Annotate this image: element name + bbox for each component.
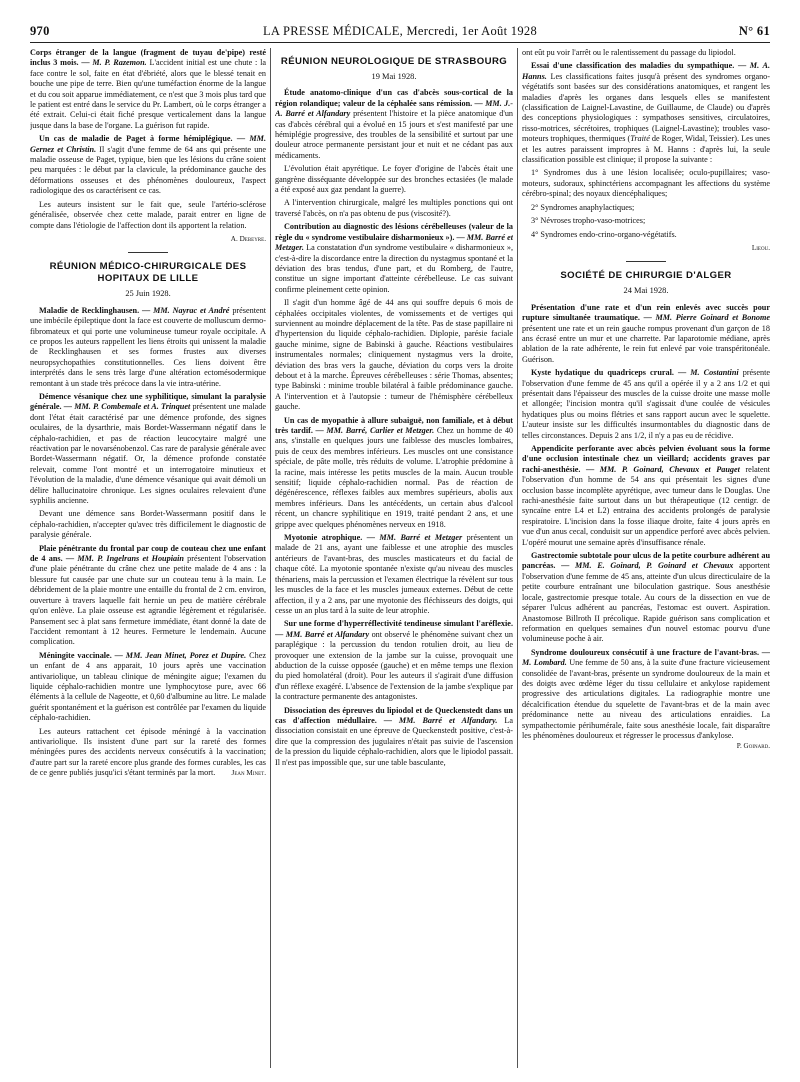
article-paragraph: Méningite vaccinale. — MM. Jean Minet, Porez et Dupire. Chez un enfant de 4 ans apparait, 10 jours après une vaccination antivariolique, un tableau clinique de méningite aigue; l'examen du liquide céphalo-rachidien montre une lymphocytose pure, avec 66 éléments à la cellule de Nageotte, et 0,60 d'albumine au litre. Le malade guérit spontanément et la guérison est contrôlée par l'examen du liquide céphalo-rachidien. [30, 650, 266, 723]
article-paragraph: 4° Syndromes endo-crino-organo-végétatifs. [531, 229, 677, 239]
article-paragraph: A l'intervention chirurgicale, malgré les multiples ponctions qui ont traversé l'abcès, on n'a pas obtenu de pus (viscosité?). [275, 198, 513, 218]
article-paragraph: Contribution au diagnostic des lésions cérébelleuses (valeur de la règle du « syndrome vestibulaire disharmonieux »). — MM. Barré et Metzger. La constatation d'un syndrome vestibulaire « disharmonieux », c'est-à-dire la discordance entre la direction du nystagmus spontané et la déviation des bras tendus, d'une part, et du Romberg, de l'autre, constitue un signe important d'atteinte cérébelleuse. Le cas suivant confirme pleinement cette opinion. [275, 222, 513, 294]
section-heading: RÉUNION MÉDICO-CHIRURGICALE DES HOPITAUX DE LILLE [49, 261, 247, 285]
article-paragraph: Dissociation des épreuves du lipiodol et de Queckenstedt dans un cas d'affection médullaire. — MM. Barré et Alfandary. La dissociation consistait en une épreuve de Queckenstedt positive, c'est-à-dire que la compression des jugulaires n'était pas suivie de l'ascension de la pression du liquide céphalo-rachidien, alors que le lipiodol passait. Il n'est pas impossible que, sur une table basculante, [275, 705, 513, 767]
article-paragraph: Devant une démence sans Bordet-Wassermann positif dans le céphalo-rachidien, n'accepter qu'avec très difficilement le diagnostic de paralysie générale. [30, 509, 266, 540]
page-number: 970 [30, 24, 50, 38]
column-divider [270, 48, 271, 1068]
article-paragraph: Corps étranger de la langue (fragment de tuyau de'pipe) resté inclus 3 mois. — M. P. Razemon. L'accident initial est une chute : la face contre le sol, faite en état d'ébriété, alors que le blessé tenait en bouche une pipe de terre. Bien qu'une tuméfaction énorme de la langue et du cou soit apparue immédiatement, ce n'est que 3 mois plus tard que le patient est entré dans le service du Pr. Lambert, où le corps étranger a été extrait. Celui-ci était fiché presque verticalement dans la langue jusque dans la base de l'organe. La guérison fut rapide. [30, 48, 266, 130]
section-date: 19 Mai 1928. [371, 72, 417, 81]
article-paragraph: Myotonie atrophique. — MM. Barré et Metzger présentent un malade de 21 ans, ayant une faiblesse et une atrophie des muscles antérieurs de l'avant-bras, des muscles masticateurs et du facial de chaque côté. La myotonie spontanée n'existe qu'au niveau des muscles thénariens, mais la percussion et l'examen électrique la révèlent sur tous les muscles de la face et les muscles jumeaux externes. Début de cette affection, il y a 2 ans, par une myotonie des fléchisseurs des doigts, qui cesse un an plus tard à la suite de leur atrophie. [275, 533, 513, 615]
author-signature: A. Debeyre. [230, 234, 266, 243]
article-paragraph: Essai d'une classification des maladies du sympathique. — M. A. Hanns. Les classifications faites jusqu'à présent des syndromes organo-végétatifs sont basées sur des considérations anatomiques, et rangent les maladies d'après les organes dans lesquels elles se manifestent (classification de Laignel-Lavastine, de Guillaume, de Claude) ou d'après des conceptions physiologiques : sympathoses sensitives, circulatoires, risso-motrices, sécrétoires, trophiques (Laignel-Lavastine); troubles vaso-moteurs trophiques, thermiques (Traité de Roger, Widal, Teissier). Les unes et les autres paraissent impropres à M. Hanns : d'après lui, la seule classification possible est clinique; il propose la suivante : [522, 61, 770, 165]
column-3 [522, 48, 770, 1068]
article-paragraph: Il s'agit d'un homme âgé de 44 ans qui souffre depuis 6 mois de céphalées occipitales violentes, de vomissements et de vertiges qui surviennent au moindre déplacement de la tête. Pas de stase papillaire ni d'hypertension du liquide céphalo-rachidien. Diplopie, parésie faciale gauche minime, signe de Babinski à gauche. Réactions vestibulaires instrumentales normales; cliniquement nystagmus vers la droite, déviation des bras vers la gauche, déviation du corps vers la droite debout et à la marche. Épreuves cérébelleuses : série Thomas, absentes; type Babinski : minime trouble bilatéral à faible prédominance gauche. A l'intervention et à l'autopsie : tumeur de l'hémisphère cérébelleux gauche. [275, 298, 513, 412]
article-paragraph: L'évolution était apyrétique. Le foyer d'origine de l'abcès était une gangrène disséquante développée sur des bronches ectasiées (le malade a été exposé aux gaz pendant la guerre). [275, 164, 513, 195]
article-paragraph: Étude anatomo-clinique d'un cas d'abcès sous-cortical de la région rolandique; valeur de la céphalée sans rémission. — MM. J.-A. Barré et Alfandary présentent l'histoire et la pièce anatomique d'un cas d'abcès cérébral qui a évolué en 15 jours et s'est manifesté par une hémiplégie progressive, des troubles de la sensibilité et surtout par une douleur atroce permanente persistant jour et nuit et ne cédant pas aux médicaments. [275, 88, 513, 160]
article-paragraph: Les auteurs rattachent cet épisode méningé à la vaccination antivariolique. Ils insistent d'une part sur la rareté des formes méningées pures des accidents nerveux consécutifs à la vaccination; d'autre part sur la rareté encore plus grande des formes curables, les cas de ce genre publiés jusqu'ici s'étant terminés par la mort. Jean Minet. [30, 726, 266, 778]
column-divider [517, 48, 518, 1068]
article-paragraph: 1° Syndromes dus à une lésion localisée; oculo-pupillaires; vaso-moteurs, sudoraux, sphinctériens accompagnant les affections du système cérébro-spinal; des noyaux diencéphaliques; [522, 168, 770, 199]
article-paragraph: Gastrectomie subtotale pour ulcus de la petite courbure adhérent au pancréas. — MM. E. Goinard, P. Goinard et Chevaux apportent l'observation d'une femme de 45 ans, atteinte d'un ulcus directiculaire de la petite courbure entraînant une biloculation gastrique. Sous anesthésie locale, gastrectomie presque totale. Au cours de la dissection en vue de séparer l'ulcus adhérent au pancréas, l'estomac est ouvert. Aspiration. Anastomose Billroth II précolique. Rapide guérison sans complication et reformation en quelques semaines d'un nouvel estomac pourvu d'une volumineuse poche à air. [522, 551, 770, 644]
article-paragraph: Un cas de maladie de Paget à forme hémiplégique. — MM. Gernez et Christin. Il s'agit d'une femme de 64 ans qui présente une maladie osseuse de Paget, typique, bien que les lésions du crâne soient peu marquées : le début par la clavicule, la prédominance gauche des déformations osseuses et des phénomènes douloureux, l'aspect radiologique des os caractérisent ce cas. [30, 134, 266, 196]
page-header [30, 24, 770, 40]
article-paragraph: Appendicite perforante avec abcès pelvien évoluant sous la forme d'une occlusion intestinale chez un vieillard; accidents graves par rachi-anesthésie. — MM. P. Goinard, Chevaux et Pauget relatent l'observation d'un homme de 54 ans qui présentait les signes d'une occlusion basse incomplète apyrétique, avec tumeur dans le Douglas. Une rachi-anesthésie faite surtout dans un but thérapeutique (12 centigr. de syncaïne entre L4 et L2) entraina des accidents prolongés de paralysie respiratoire. L'incision dans la fosse iliaque droite, faite 4 jours après en vue d'un anus cecal, conduisit sur un appendice perforé avec abcès pelvien. L'opéré mourut une semaine après d'insuffisance rénale. [522, 444, 770, 547]
article-paragraph: Maladie de Recklinghausen. — MM. Nayrac et André présentent une imbécile épileptique dont la face est couverte de molluscum dermo-fibromateux et qui porte une volumineuse tumeur royale occipitale. A ce propos les auteurs rappellent les liens étroits qui unissent la maladie de Recklinghausen et ses formes frustes aux diverses neuropsychopathies constitutionnelles. Ces liens doivent être interprétés dans le sens très large d'une altération ectomésodermique remontant à un stade très précoce dans la vie intra-utérine. [30, 305, 266, 388]
author-signature: Lieou. [751, 243, 770, 252]
article-paragraph: ont eût pu voir l'arrêt ou le ralentissement du passage du lipiodol. [522, 48, 736, 57]
journal-title: LA PRESSE MÉDICALE, Mercredi, 1er Août 1928 [263, 24, 537, 38]
column-2 [275, 48, 513, 1068]
article-paragraph: Syndrome douloureux consécutif à une fracture de l'avant-bras. — M. Lombard. Une femme de 50 ans, à la suite d'une fracture vicieusement consolidée de l'avant-bras, présente un syndrome douloureux de la main et des doigts avec œdème léger du tissu cellulaire et ankylose rapidement progressive des articulations digitales. La radiographie montre une décalcification étendue du squelette de l'avant-bras et de la main avec prédominance nette au niveau des articulations enraidies. La sympathectomie périhumérale, faite sous anesthésie locale, fait disparaître les phénomènes douloureux et régresser le processus d'ankylose. P. Goinard. [522, 647, 770, 751]
header-rule [30, 42, 770, 43]
article-paragraph: Kyste hydatique du quadriceps crural. — M. Costantini présente l'observation d'une femme de 45 ans qu'il a opérée il y a 2 ans 1/2 et qui présentait dans l'épaisseur des muscles de la cuisse droite une masse molle et allongée; l'incision montra qu'il s'agissait d'une coulée de vésicules hydatiques plus ou moins flétries et sans rapport aucun avec le squelette. L'auteur insiste sur les difficultés insurmontables du diagnostic dans de telles circonstances. Depuis 2 ans 1/2, il n'y a pas eu de récidive. [522, 368, 770, 440]
section-date: 24 Mai 1928. [623, 286, 669, 296]
article-paragraph: 2° Syndromes anaphylactiques; [531, 202, 635, 212]
section-date: 25 Juin 1928. [125, 289, 171, 299]
section-separator [128, 252, 168, 253]
article-paragraph: Sur une forme d'hyperréflectivité tendineuse simulant l'aréflexie. — MM. Barré et Alfandary ont observé le phénomène suivant chez un paraplégique : la percussion du tendon rotulien droit, au lieu de provoquer une extension de la jambe sur la cuisse, provoquait une abduction de la cuisse opposée (gauche) et en même temps une flexion du pied homolatéral (droit). Pour les auteurs il s'agirait d'une diffusion d'un réflexe exagéré. L'absence de l'extension de la jambe s'explique par la contracture permanente des antagonistes. [275, 619, 513, 702]
column-1 [30, 48, 266, 1068]
article-paragraph: 3° Névroses tropho-vaso-motrices; [531, 216, 646, 226]
article-paragraph: Démence vésanique chez une syphilitique, simulant la paralysie générale. — MM. P. Combemale et A. Trinquet présentent une malade dont l'état était caractérisé par une démence profonde, des signes oculaires, de la dysarthrie, mais Bordet-Wassermann négatif dans le céphalo-rachidien, et pas de réaction leucocytaire malgré une réactivation par le novarsénobenzol. Cas rare de paralysie générale avec Bordet-Wassermann négatif. Or, la démence profonde constatée relevait, comme l'ont montré et un interrogatoire minutieux et l'évolution de la maladie, d'une démence vésanique qui avait démoli un délire hallucinatoire chronique. Les signes oculaires relevaient d'une syphilis ancienne. [30, 391, 266, 506]
article-paragraph: Plaie pénétrante du frontal par coup de couteau chez une enfant de 4 ans. — MM. P. Ingelrans et Houpiain présentent l'observation d'une plaie pénétrante du crâne chez une petite malade de 4 ans : la blessure fut causée par une chute sur un couteau tenu à la main. Le débridement de la plaie montre une entaille du frontal de 2 cm. environ, ouverture à travers laquelle fait hernie un peu de matière cérébrale qu'on enlève. La plaie osseuse est agrandie légèrement et régularisée. Pansement sec à plat sans fermeture immédiate, étant donné la date de l'accident remontant à 12 heures. Fermeture le lendemain. Aucune complication. [30, 543, 266, 647]
article-paragraph: Les auteurs insistent sur le fait que, seule l'artério-sclérose généralisée, observée chez cette malade, parait entrer en ligne de compte dans l'étiologie de l'affection dont ils apportent la relation. [30, 199, 266, 230]
article-paragraph: Un cas de myopathie à allure subaiguë, non familiale, et à début très tardif. — MM. Barré, Carlier et Metzger. Chez un homme de 40 ans, s'installe en quelques jours une faiblesse des muscles lombaires, puis de ceux des membres inférieurs. Les muscles ont une consistance spéciale, de pâte molle, très réduits de volume. L'atrophie prédomine à la racine, mais intéresse les petits muscles de la main. Aucun trouble sensitif; liquide céphalo-rachidien normal. Pas de réaction de dégénérescence, réflexes faibles aux membres supérieurs, abolis aux membres inférieurs. Dans les antécédents, un certain abus d'alcool récent, un chancre syphilitique en 1919, traité pendant 2 ans, et une grippe avec quelques phénomènes nerveux en 1918. [275, 415, 513, 529]
section-heading: RÉUNION NEUROLOGIQUE DE STRASBOURG [280, 56, 508, 67]
issue-number: N° 61 [738, 24, 770, 38]
article-paragraph: Présentation d'une rate et d'un rein enlevés avec succès pour rupture simultanée traumatique. — MM. Pierre Goinard et Bonome présentent une rate et un rein gauche rompus provenant d'un garçon de 18 ans écrasé entre un mur et une charrette. Par laparotomie médiane, après ablation de la rate adhérente, le rein fut enlevé par voie transpéritonéale. Guérison. [522, 302, 770, 364]
section-heading: SOCIÉTÉ DE CHIRURGIE D'ALGER [560, 270, 732, 282]
section-separator [626, 261, 666, 262]
